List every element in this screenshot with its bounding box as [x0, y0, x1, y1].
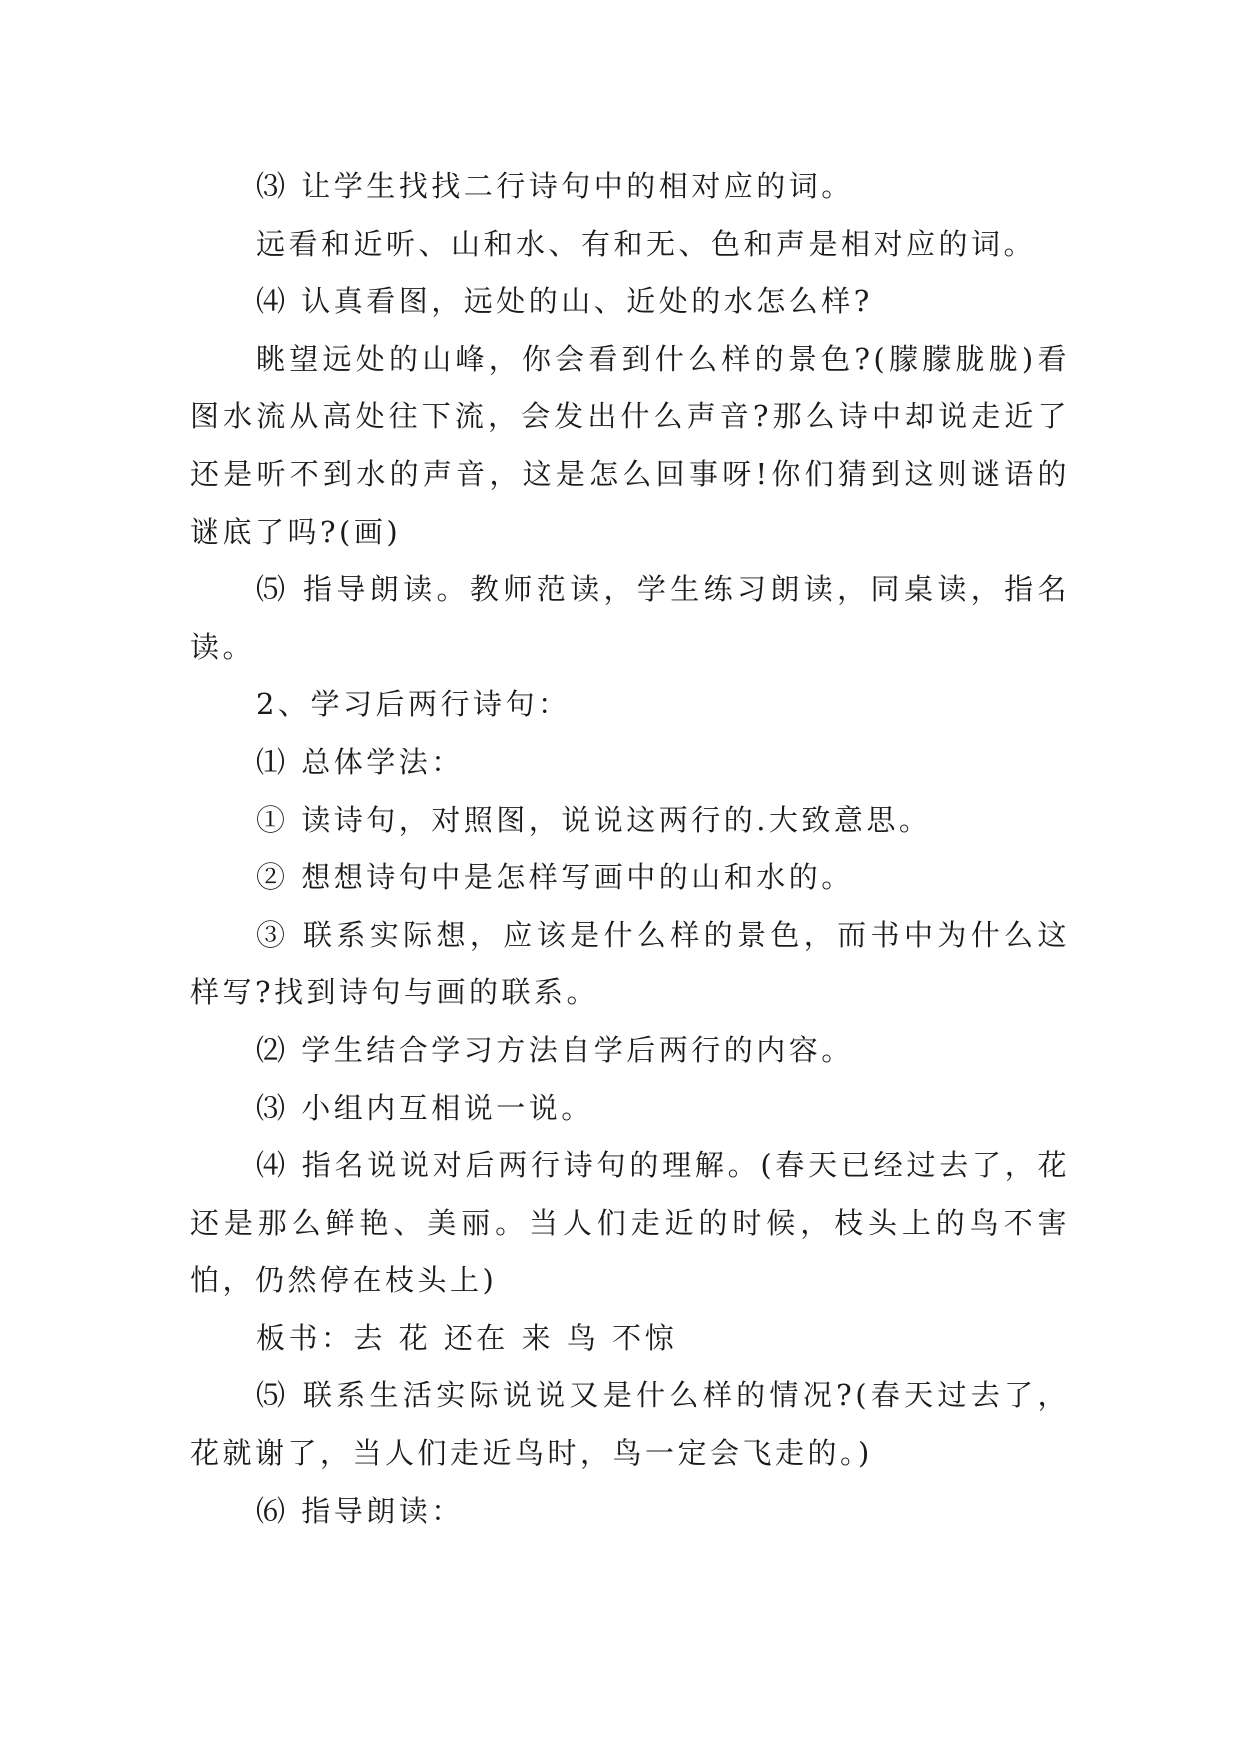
paragraph-1: ⑶ 让学生找找二行诗句中的相对应的词。 [256, 169, 854, 203]
paragraph-2: 远看和近听、山和水、有和无、色和声是相对应的词。 [256, 226, 1037, 261]
paragraph-12: ⑶ 小组内互相说一说。 [256, 1090, 594, 1125]
paragraph-16: ⑹ 指导朗读： [256, 1493, 464, 1528]
paragraph-6: 2、学习后两行诗句： [256, 687, 571, 722]
paragraph-9: ② 想想诗句中是怎样写画中的山和水的。 [256, 860, 854, 895]
paragraph-10: ③ 联系实际想，应该是什么样的景色，而书中为什么这样写?找到诗句与画的联系。 [190, 917, 1070, 1010]
paragraph-14: 板书：去 花 还在 来 鸟 不惊 [256, 1320, 678, 1355]
paragraph-15: ⑸ 联系生活实际说说又是什么样的情况?(春天过去了，花就谢了，当人们走近鸟时，鸟一定会飞走的。) [190, 1378, 1070, 1471]
paragraph-7: ⑴ 总体学法： [256, 744, 464, 779]
paragraph-5: ⑸ 指导朗读。教师范读，学生练习朗读，同桌读，指名读。 [190, 572, 1070, 664]
paragraph-13: ⑷ 指名说说对后两行诗句的理解。(春天已经过去了，花还是那么鲜艳、美丽。当人们走近的时候，枝头上的鸟不害怕，仍然停在枝头上) [190, 1148, 1070, 1298]
paragraph-11: ⑵ 学生结合学习方法自学后两行的内容。 [256, 1032, 854, 1067]
paragraph-8: ① 读诗句，对照图，说说这两行的.大致意思。 [256, 802, 932, 837]
document-body [190, 158, 1070, 1540]
paragraph-3: ⑷ 认真看图，远处的山、近处的水怎么样? [256, 284, 873, 319]
paragraph-4: 眺望远处的山峰，你会看到什么样的景色?(朦朦胧胧)看图水流从高处往下流，会发出什么声音?那么诗中却说走近了还是听不到水的声音，这是怎么回事呀!你们猜到这则谜语的谜底了吗?(画) [190, 341, 1070, 549]
